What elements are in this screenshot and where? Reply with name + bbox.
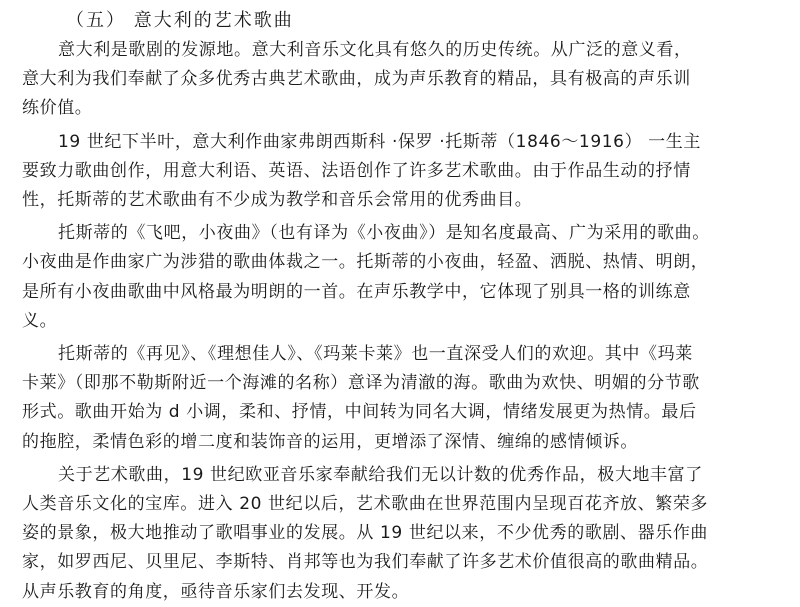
text-line: 的拖腔，柔情色彩的增二度和装饰音的运用，更增添了深情、缠绵的感情倾诉。: [22, 431, 638, 452]
text-line: 人类音乐文化的宝库。进入 20 世纪以后，艺术歌曲在世界范围内呈现百花齐放、繁荣多: [22, 494, 709, 515]
text-line: 卡莱》（即那不勒斯附近一个海滩的名称）意译为清澈的海。歌曲为欢快、明媚的分节歌: [22, 373, 700, 394]
text-line: 托斯蒂的《再见》、《理想佳人》、《玛莱卡莱》也一直深受人们的欢迎。其中《玛莱: [58, 344, 693, 365]
text-line: 义。: [22, 310, 58, 331]
paragraph-tosti-bio: [22, 128, 778, 216]
text-line: 形式。歌曲开始为 d 小调，柔和、抒情，中间转为同名大调，情绪发展更为热情。最后: [22, 402, 697, 423]
text-line: 从声乐教育的角度，亟待音乐家们去发现、开发。: [22, 581, 410, 602]
paragraph-italy-origin: [22, 36, 778, 124]
text-line: 姿的景象，极大地推动了歌唱事业的发展。从 19 世纪以来，不少优秀的歌剧、器乐作曲: [22, 523, 709, 544]
text-line: 意大利是歌剧的发源地。意大利音乐文化具有悠久的历史传统。从广泛的意义看，: [58, 40, 692, 60]
text-line: 性，托斯蒂的艺术歌曲有不少成为教学和音乐会常用的优秀曲目。: [22, 190, 533, 211]
paragraph-serenade: [22, 219, 778, 336]
text-line: 是所有小夜曲歌曲中风格最为明朗的一首。在声乐教学中，它体现了别具一格的训练意: [22, 281, 691, 302]
text-line: 小夜曲是作曲家广为涉猎的歌曲体裁之一。托斯蒂的小夜曲，轻盈、洒脱、热情、明朗，: [22, 252, 709, 273]
text-line: 托斯蒂的《飞吧，小夜曲》（也有译为《小夜曲》）是知名度最高、广为采用的歌曲。: [58, 223, 710, 244]
text-line: 关于艺术歌曲，19 世纪欧亚音乐家奉献给我们无以计数的优秀作品，极大地丰富了: [58, 464, 703, 485]
text-line: 家，如罗西尼、贝里尼、李斯特、肖邦等也为我们奉献了许多艺术价值很高的歌曲精品。: [22, 552, 709, 573]
paragraph-marechiare: [22, 340, 778, 457]
text-line: 练价值。: [22, 98, 93, 119]
text-line: 要致力歌曲创作，用意大利语、英语、法语创作了许多艺术歌曲。由于作品生动的抒情: [22, 160, 691, 181]
section-heading: （五） 意大利的艺术歌曲: [66, 10, 294, 31]
text-line: 19 世纪下半叶，意大利作曲家弗朗西斯科 ·保罗 ·托斯蒂（1846～1916） 一生主: [58, 131, 701, 152]
paragraph-art-song-summary: [22, 461, 778, 607]
text-line: 意大利为我们奉献了众多优秀古典艺术歌曲，成为声乐教育的精品，具有极高的声乐训: [22, 69, 691, 90]
